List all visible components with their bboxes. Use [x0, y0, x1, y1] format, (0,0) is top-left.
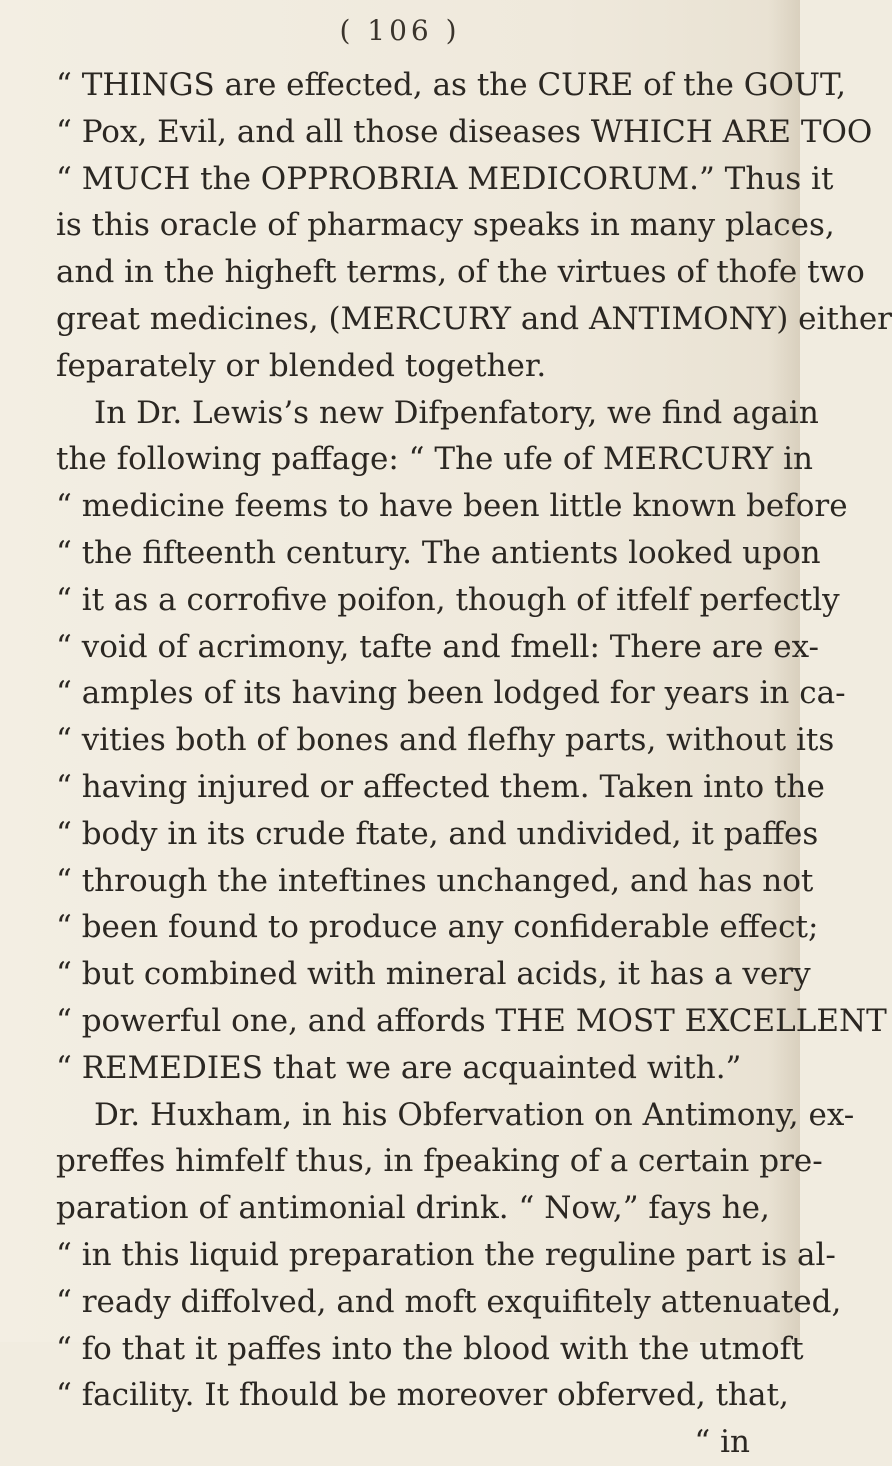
- page-number-header: ( 106 ): [339, 14, 461, 47]
- text-line: great medicines, (MERCURY and ANTIMONY) either: [56, 300, 892, 337]
- text-line: the following paffage: “ The ufe of MERCURY in: [56, 441, 814, 478]
- text-line: “ vities both of bones and flefhy parts, without its: [56, 722, 835, 759]
- text-line: “ medicine feems to have been little known before: [56, 488, 848, 525]
- text-line: paration of antimonial drink. “ Now,” fays he,: [56, 1190, 770, 1227]
- text-line: “ Pox, Evil, and all those diseases WHICH ARE TOO: [56, 113, 873, 150]
- text-line: preffes himfelf thus, in fpeaking of a certain pre-: [56, 1143, 823, 1180]
- text-line: and in the higheft terms, of the virtues of thofe two: [56, 254, 865, 291]
- catchword: “ in: [694, 1424, 750, 1461]
- text-line: “ but combined with mineral acids, it has a very: [56, 956, 811, 993]
- text-line: feparately or blended together.: [56, 347, 547, 384]
- text-line: “ powerful one, and affords THE MOST EXCELLENT: [56, 1002, 887, 1039]
- text-line: “ the fifteenth century. The antients looked upon: [56, 534, 821, 571]
- text-line: “ facility. It fhould be moreover obferved, that,: [56, 1377, 789, 1414]
- text-line: “ through the inteftines unchanged, and has not: [56, 862, 814, 899]
- text-line: “ MUCH the OPPROBRIA MEDICORUM.” Thus it: [56, 160, 834, 197]
- text-line: “ fo that it paffes into the blood with the utmoft: [56, 1330, 804, 1367]
- text-line: In Dr. Lewis’s new Difpenfatory, we find again: [94, 394, 819, 431]
- text-line: “ THINGS are effected, as the CURE of the GOUT,: [56, 67, 847, 103]
- text-line: “ in this liquid preparation the reguline part is al-: [56, 1236, 836, 1273]
- text-line: “ been found to produce any confiderable effect;: [56, 909, 819, 946]
- body-text: [56, 62, 892, 1466]
- text-line: Dr. Huxham, in his Obfervation on Antimony, ex-: [94, 1096, 855, 1133]
- text-line: “ void of acrimony, tafte and fmell: There are ex-: [56, 628, 820, 665]
- text-line: “ it as a corrofive poifon, though of itfelf perfectly: [56, 581, 840, 618]
- text-line: “ ready diffolved, and moft exquifitely attenuated,: [56, 1283, 842, 1320]
- text-line: is this oracle of pharmacy speaks in many places,: [56, 207, 835, 244]
- text-line: “ body in its crude ftate, and undivided, it paffes: [56, 815, 819, 852]
- text-line: “ amples of its having been lodged for years in ca-: [56, 675, 846, 712]
- text-line: “ REMEDIES that we are acquainted with.”: [56, 1049, 742, 1086]
- text-line: “ having injured or affected them. Taken into the: [56, 768, 825, 805]
